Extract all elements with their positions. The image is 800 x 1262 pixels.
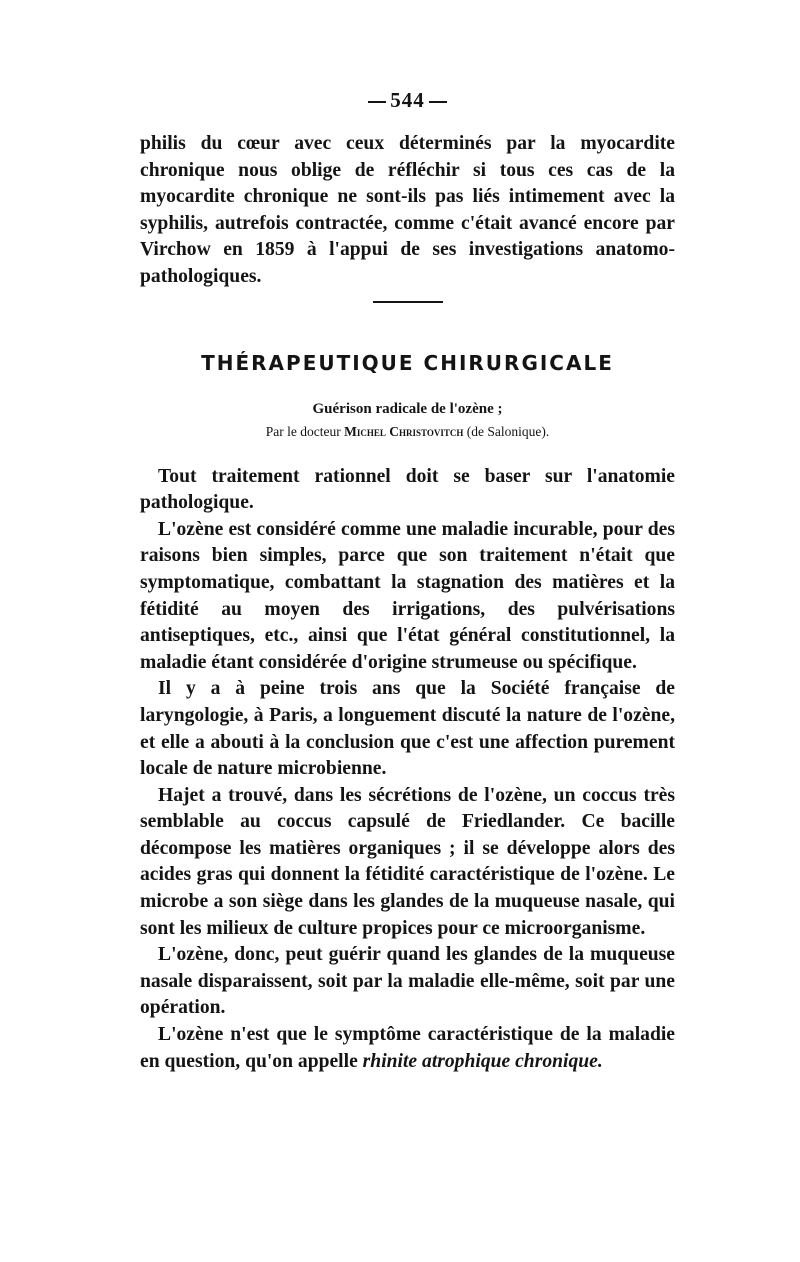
paragraph-4: Hajet a trouvé, dans les sécrétions de l'ozène, un coccus très semblable au coccus capsulé de Friedlander. Ce bacille décompose les matières organiques ; il se développe alors des acides gras qui donnent la fétidité caractéristique de l'ozène. Le microbe a son siège dans les glandes de la muqueuse nasale, qui sont les milieux de culture propices pour ce microorganisme. — [140, 784, 675, 939]
paragraph-3: Il y a à peine trois ans que la Société française de laryngologie, à Paris, a longuement discuté la nature de l'ozène, et elle a abouti à la conclusion que c'est une affection purement locale de nature microbienne. — [140, 678, 675, 780]
paragraph-5: L'ozène, donc, peut guérir quand les glandes de la muqueuse nasale disparaissent, soit par la maladie elle-même, soit par une opération. — [140, 944, 675, 1019]
article-subtitle: Guérison radicale de l'ozène ; — [312, 400, 503, 417]
paragraph-6: L'ozène n'est que le symptôme caractéristique de la maladie en question, qu'on appelle rhinite atrophique chronique. — [140, 1024, 675, 1072]
book-page — [140, 88, 675, 1075]
author-name: Michel Christovitch — [344, 423, 464, 439]
section-title: THÉRAPEUTIQUE CHIRURGICALE — [201, 350, 614, 375]
continued-paragraph: philis du cœur avec ceux déterminés par la myocardite chronique nous oblige de réfléchir si tous ces cas de la myocardite chronique ne sont-ils pas liés intimement avec la syphilis, autrefois contractée, comme c'était avancé encore par Virchow en 1859 à l'appui de ses investigations anatomo-pathologiques. — [140, 133, 675, 287]
paragraph-1: Tout traitement rationnel doit se baser sur l'anatomie pathologique. — [140, 465, 675, 514]
paragraph-2: L'ozène est considéré comme une maladie incurable, pour des raisons bien simples, parce que son traitement n'était que symptomatique, combattant la stagnation des matières et la fétidité au moyen des irrigations, des pulvérisations antiseptiques, etc., ainsi que l'état général constitutionnel, la maladie étant considérée d'origine strumeuse ou spécifique. — [140, 518, 675, 673]
page-number: 544 — [140, 88, 675, 113]
disease-name: rhinite atrophique chronique. — [362, 1050, 603, 1072]
article-author: Par le docteur Michel Christovitch (de Salonique). — [265, 423, 550, 439]
section-divider — [373, 301, 443, 303]
